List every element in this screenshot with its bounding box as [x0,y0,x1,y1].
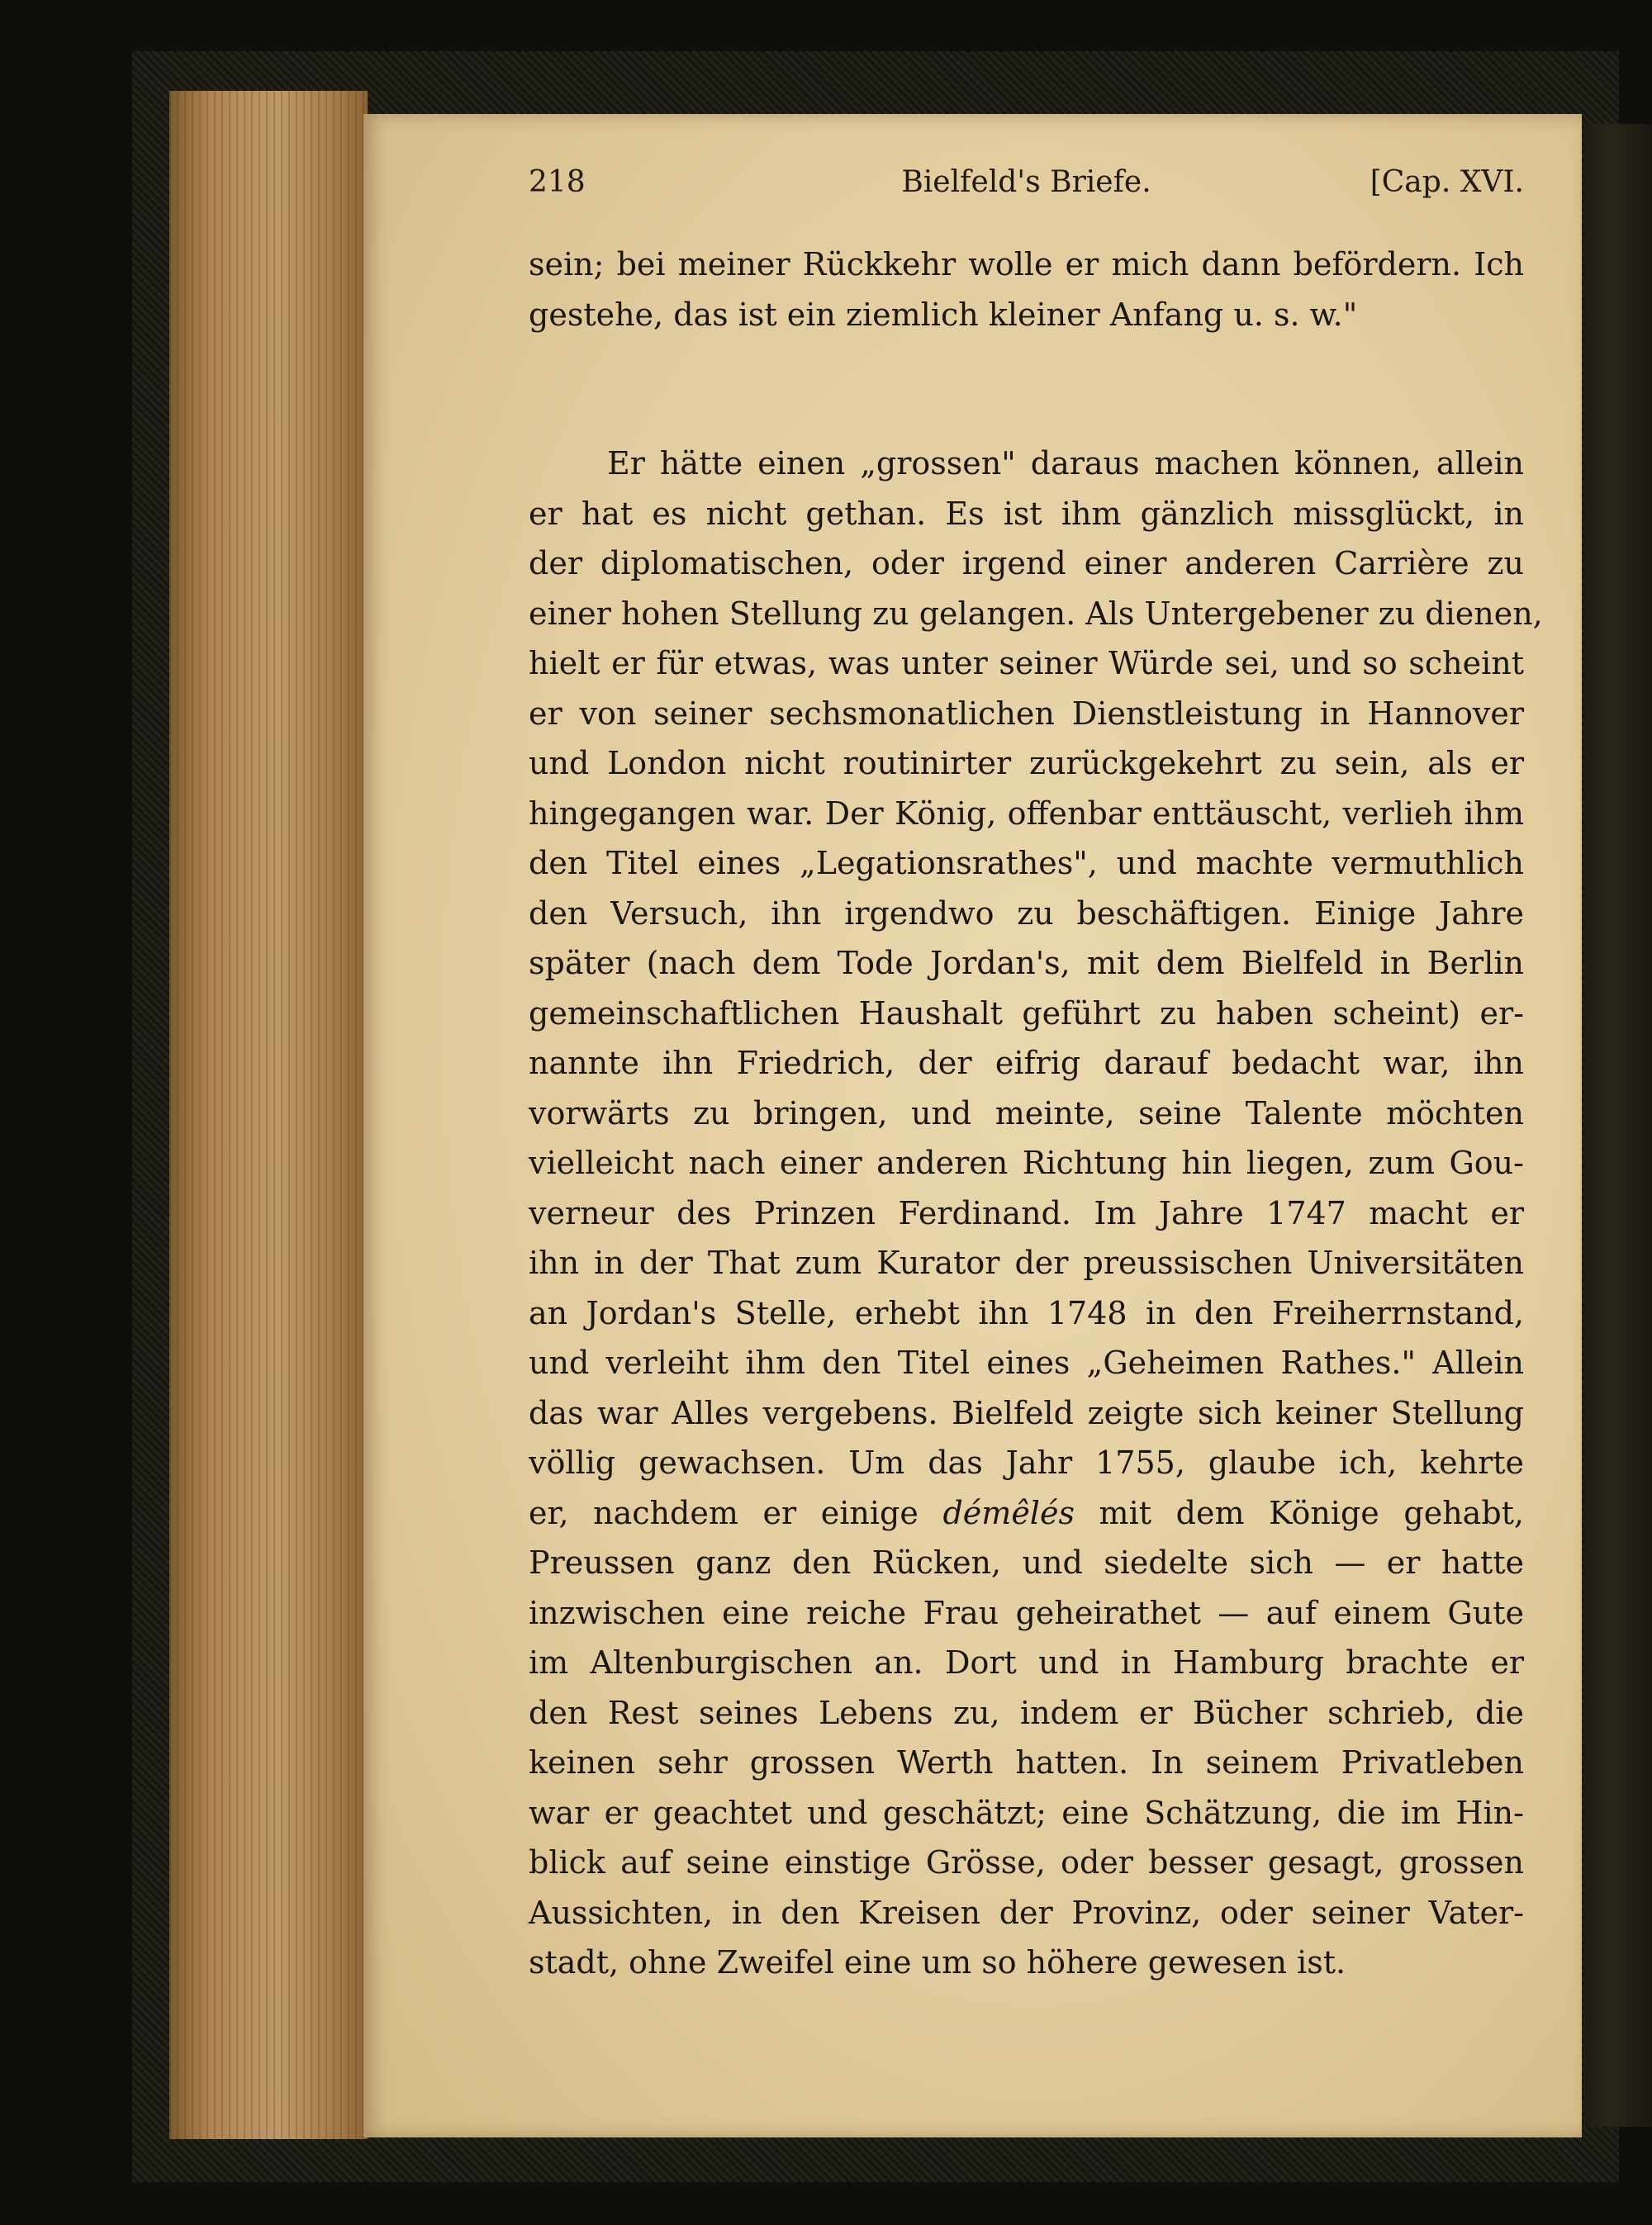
text-line: blick auf seine einstige Grösse, oder besser gesagt, grossen [529,1844,1524,1881]
text-line: und verleiht ihm den Titel eines „Geheimen Rathes." Allein [529,1345,1524,1381]
text-line: keinen sehr grossen Werth hatten. In seinem Privatleben [529,1744,1524,1781]
text-line: gestehe, das ist ein ziemlich kleiner Anfang u. s. w." [529,296,1358,333]
running-title: Bielfeld's Briefe. [901,165,1151,199]
text-line: hielt er für etwas, was unter seiner Würde sei, und so scheint [529,645,1524,681]
text-line: das war Alles vergebens. Bielfeld zeigte sich keiner Stellung [529,1394,1524,1431]
text-line: Er hätte einen „grossen" daraus machen können, allein [607,445,1524,482]
text-line: einer hohen Stellung zu gelangen. Als Untergebener zu dienen, [529,595,1543,632]
page-block-edge [169,91,368,2139]
text-line: er von seiner sechsmonatlichen Dienstleistung in Hannover [529,695,1524,732]
text-line: Preussen ganz den Rücken, und siedelte sich — er hatte [529,1544,1524,1581]
page-number: 218 [529,165,586,199]
paragraph-2 [529,439,1543,1988]
text-line: er hat es nicht gethan. Es ist ihm gänzlich missglückt, in [529,495,1524,532]
italic-term: démêlés [942,1494,1075,1531]
text-line: Aussichten, in den Kreisen der Provinz, oder seiner Vater- [529,1894,1524,1931]
text-line: den Versuch, ihn irgendwo zu beschäftigen. Einige Jahre [529,894,1524,932]
text-line: nannte ihn Friedrich, der eifrig darauf bedacht war, ihn [529,1045,1524,1081]
text-line: im Altenburgischen an. Dort und in Hamburg brachte er [529,1644,1524,1681]
running-header [529,165,1524,215]
text-line: gemeinschaftlichen Haushalt geführt zu haben scheint) er- [529,994,1524,1032]
text-line: ihn in der That zum Kurator der preussischen Universitäten [529,1245,1524,1281]
facing-page-edge [1584,124,1652,2127]
text-line: verneur des Prinzen Ferdinand. Im Jahre 1747 macht er [529,1194,1524,1231]
text-line: war er geachtet und geschätzt; eine Schätzung, die im Hin- [529,1794,1524,1831]
paragraph-1 [529,240,1524,339]
text-line: vielleicht nach einer anderen Richtung hin liegen, zum Gou- [529,1145,1524,1181]
line-start: er, nachdem er einige [529,1494,943,1531]
page-text [529,240,1543,1988]
text-line: den Titel eines „Legationsrathes", und machte vermuthlich [529,845,1524,881]
text-line: inzwischen eine reiche Frau geheirathet — auf einem Gute [529,1594,1524,1631]
text-line: völlig gewachsen. Um das Jahr 1755, glaube ich, kehrte [529,1445,1524,1481]
chapter-label: [Cap. XVI. [1370,165,1524,199]
text-line: später (nach dem Tode Jordan's, mit dem Bielfeld in Berlin [529,945,1524,981]
text-line: stadt, ohne Zweifel eine um so höhere gewesen ist. [529,1944,1346,1981]
text-line: und London nicht routinirter zurückgekehrt zu sein, als er [529,745,1524,781]
line-end: mit dem Könige gehabt, [1074,1494,1524,1531]
text-line: an Jordan's Stelle, erhebt ihn 1748 in den Freiherrnstand, [529,1294,1524,1331]
text-line: sein; bei meiner Rückkehr wolle er mich dann befördern. Ich [529,246,1524,282]
text-line: der diplomatischen, oder irgend einer anderen Carrière zu [529,545,1524,581]
text-line: vorwärts zu bringen, und meinte, seine Talente möchten [529,1094,1524,1131]
text-line: den Rest seines Lebens zu, indem er Bücher schrieb, die [529,1694,1524,1731]
text-line [529,1488,1524,1539]
text-line: hingegangen war. Der König, offenbar enttäuscht, verlieh ihm [529,795,1524,832]
